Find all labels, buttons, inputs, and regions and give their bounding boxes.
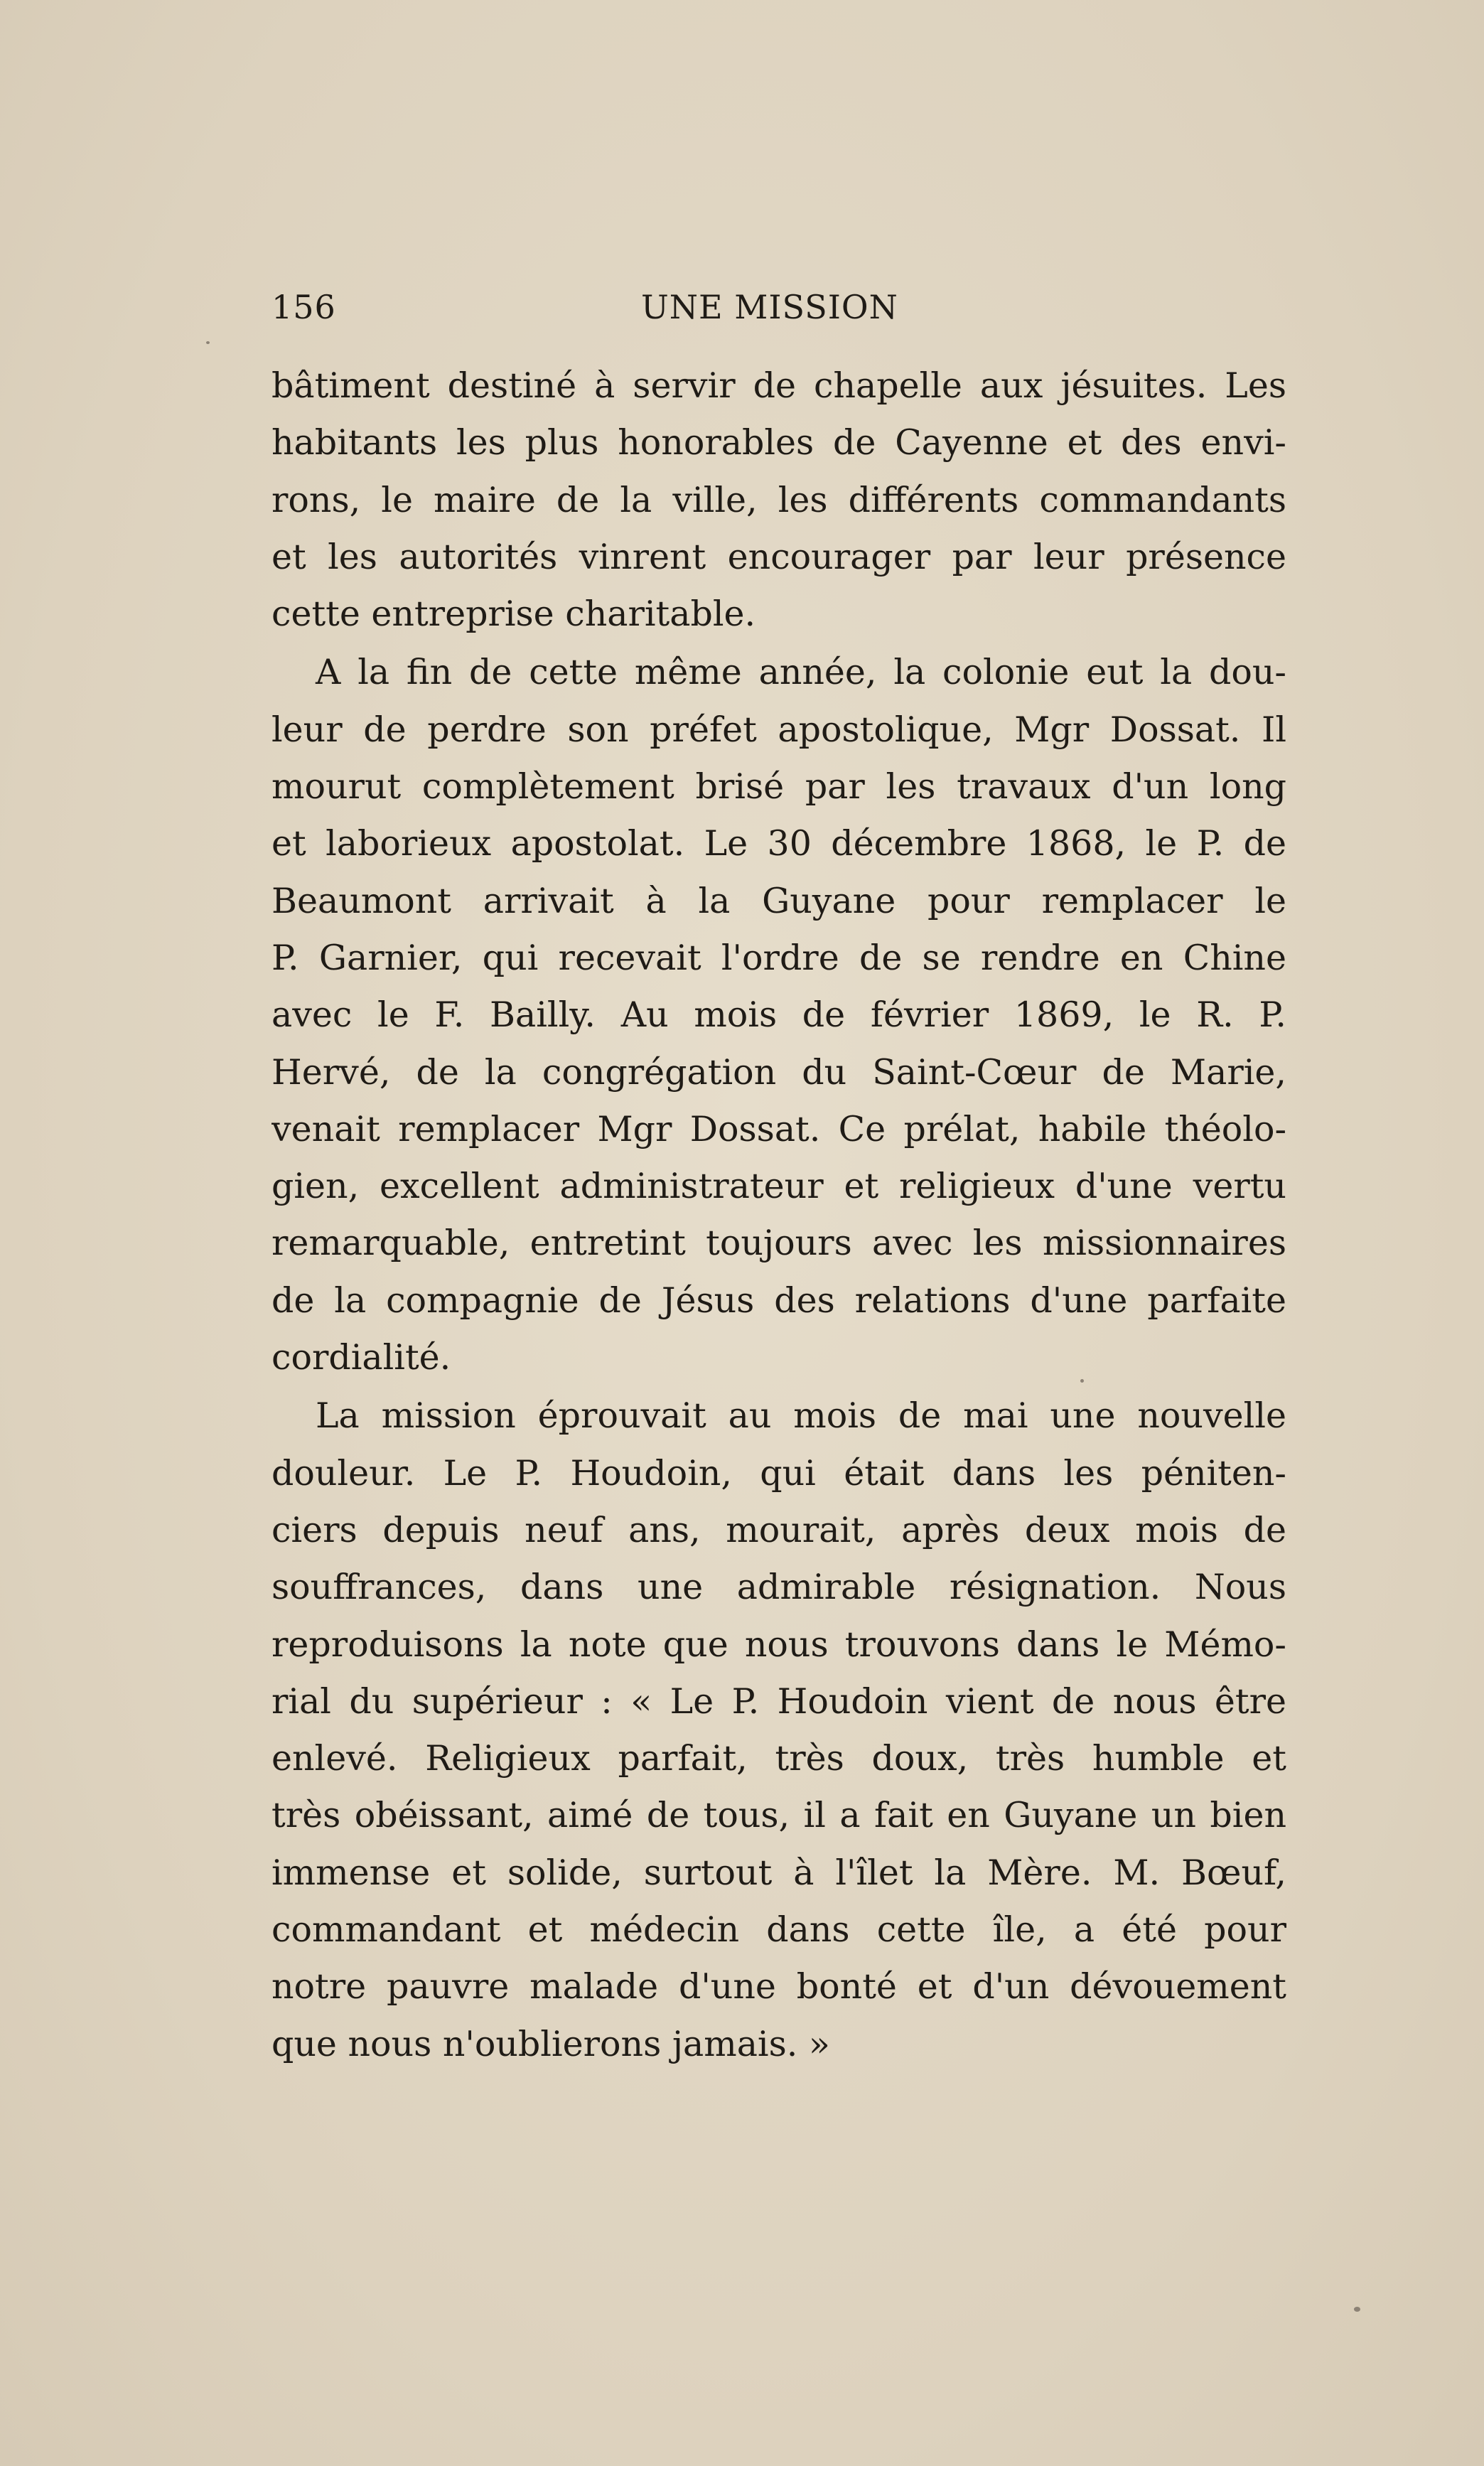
text-line: douleur. Le P. Houdoin, qui était dans les péniten-	[271, 1452, 1286, 1494]
text-line: gien, excellent administrateur et religieux d'une vertu	[271, 1166, 1286, 1207]
text-line: de la compagnie de Jésus des relations d'une parfaite	[271, 1280, 1286, 1321]
page-number: 156	[271, 288, 336, 326]
page-header	[271, 288, 1286, 345]
text-line: remarquable, entretint toujours avec les missionnaires	[271, 1223, 1286, 1264]
text-line: commandant et médecin dans cette île, a été pour	[271, 1909, 1286, 1951]
text-line: P. Garnier, qui recevait l'ordre de se rendre en Chine	[271, 937, 1286, 978]
text-line: cette entreprise charitable.	[271, 594, 756, 635]
text-line: Beaumont arrivait à la Guyane pour remplacer le	[271, 880, 1286, 921]
text-line: leur de perdre son préfet apostolique, Mgr Dossat. Il	[271, 709, 1286, 750]
paragraph	[271, 1388, 1286, 2073]
text-line: et les autorités vinrent encourager par leur présence	[271, 536, 1286, 577]
text-line: rons, le maire de la ville, les différents commandants	[271, 479, 1286, 520]
text-line: avec le F. Bailly. Au mois de février 1869, le R. P.	[271, 995, 1286, 1036]
text-line: Hervé, de la congrégation du Saint-Cœur de Marie,	[271, 1051, 1286, 1093]
paper-speck	[1354, 2307, 1360, 2312]
text-line: souffrances, dans une admirable résignation. Nous	[271, 1567, 1286, 1608]
running-title: UNE MISSION	[641, 288, 898, 326]
text-line: cordialité.	[271, 1337, 451, 1378]
text-line: notre pauvre malade d'une bonté et d'un dévouement	[271, 1966, 1286, 2007]
body-text	[271, 358, 1286, 2074]
text-line: et laborieux apostolat. Le 30 décembre 1868, le P. de	[271, 823, 1286, 864]
text-line: que nous n'oublierons jamais. »	[271, 2023, 830, 2064]
text-line: mourut complètement brisé par les travaux d'un long	[271, 766, 1286, 808]
text-line: immense et solide, surtout à l'îlet la Mère. M. Bœuf,	[271, 1852, 1286, 1893]
text-line: rial du supérieur : « Le P. Houdoin vient de nous être	[271, 1680, 1286, 1722]
text-line: habitants les plus honorables de Cayenne et des envi-	[271, 422, 1286, 463]
paragraph	[271, 644, 1286, 1386]
text-line: La mission éprouvait au mois de mai une nouvelle	[316, 1395, 1286, 1437]
paper-speck	[206, 341, 210, 344]
text-line: A la fin de cette même année, la colonie eut la dou-	[316, 652, 1286, 693]
text-line: très obéissant, aimé de tous, il a fait en Guyane un bien	[271, 1795, 1286, 1836]
paragraph	[271, 358, 1286, 643]
text-line: venait remplacer Mgr Dossat. Ce prélat, habile théolo-	[271, 1108, 1286, 1149]
text-line: reproduisons la note que nous trouvons dans le Mémo-	[271, 1624, 1286, 1665]
text-line: ciers depuis neuf ans, mourait, après deux mois de	[271, 1509, 1286, 1550]
text-line: bâtiment destiné à servir de chapelle aux jésuites. Les	[271, 365, 1286, 406]
text-line: enlevé. Religieux parfait, très doux, très humble et	[271, 1738, 1286, 1779]
paper-speck	[1080, 1379, 1084, 1383]
